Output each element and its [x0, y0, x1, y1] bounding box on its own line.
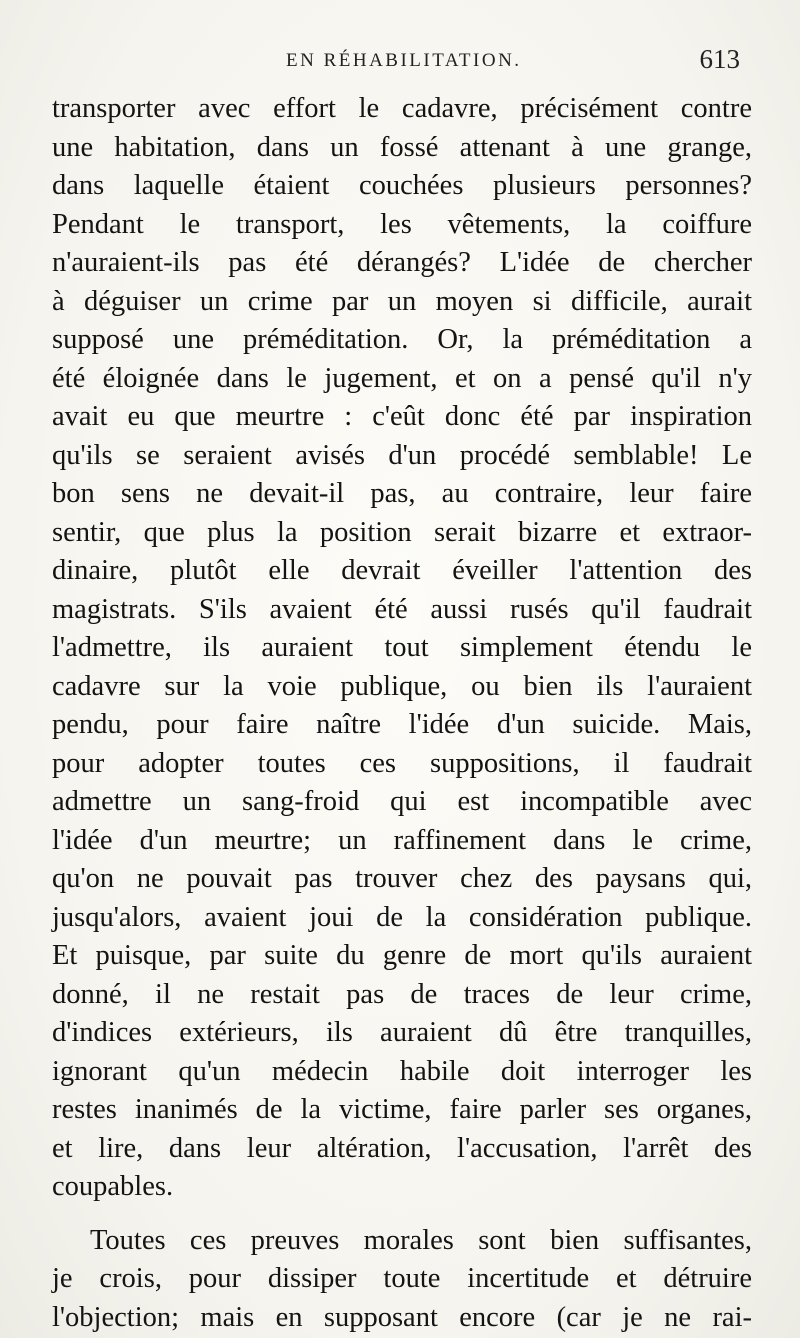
text-line: transporter avec effort le cadavre, précisément contre [52, 93, 752, 124]
text-line: qu'ils se seraient avisés d'un procédé semblable! Le [52, 439, 752, 471]
text-line: l'admettre, ils auraient tout simplement étendu le [52, 632, 752, 663]
text-line: restes inanimés de la victime, faire parler ses organes, [52, 1094, 752, 1125]
text-line: n'auraient-ils pas été dérangés? L'idée de chercher [52, 247, 752, 278]
text-line: donné, il ne restait pas de traces de leur crime, [52, 978, 752, 1010]
text-line: pendu, pour faire naître l'idée d'un suicide. Mais, [52, 709, 752, 740]
text-line: dinaire, plutôt elle devrait éveiller l'attention des [52, 555, 752, 586]
running-head: EN RÉHABILITATION. [286, 50, 522, 71]
text-line: à déguiser un crime par un moyen si difficile, aurait [52, 285, 752, 317]
text-line: ignorant qu'un médecin habile doit interroger les [52, 1055, 752, 1087]
text-line: pour adopter toutes ces suppositions, il faudrait [52, 747, 752, 779]
text-line: qu'on ne pouvait pas trouver chez des paysans qui, [52, 863, 752, 894]
text-line: je crois, pour dissiper toute incertitude et détruire [52, 1263, 752, 1294]
text-line: sentir, que plus la position serait bizarre et extraor- [52, 516, 752, 548]
text-line: coupables. [52, 1171, 174, 1202]
paragraph-2 [52, 1222, 752, 1338]
text-line: avait eu que meurtre : c'eût donc été par inspiration [52, 401, 752, 432]
text-line: d'indices extérieurs, ils auraient dû être tranquilles, [52, 1017, 752, 1048]
page-header [52, 46, 752, 82]
text-line: admettre un sang-froid qui est incompatible avec [52, 786, 752, 817]
text-line: une habitation, dans un fossé attenant à une grange, [52, 131, 752, 163]
text-line: Toutes ces preuves morales sont bien suffisantes, [90, 1224, 752, 1256]
text-line: été éloignée dans le jugement, et on a pensé qu'il n'y [52, 362, 752, 394]
text-line: jusqu'alors, avaient joui de la considération publique. [52, 901, 752, 933]
text-line: cadavre sur la voie publique, ou bien ils l'auraient [52, 670, 752, 702]
paragraph-gap [52, 1207, 752, 1222]
body-text [52, 90, 752, 1337]
text-line: l'idée d'un meurtre; un raffinement dans le crime, [52, 824, 752, 856]
text-line: Et puisque, par suite du genre de mort qu'ils auraient [52, 940, 752, 971]
page-number: 613 [699, 44, 740, 74]
paragraph-1 [52, 90, 752, 1207]
text-line: bon sens ne devait-il pas, au contraire, leur faire [52, 478, 752, 509]
text-line: et lire, dans leur altération, l'accusation, l'arrêt des [52, 1132, 752, 1164]
text-line: l'objection; mais en supposant encore (car je ne rai- [52, 1301, 752, 1333]
text-line: dans laquelle étaient couchées plusieurs personnes? [52, 170, 752, 201]
text-line: supposé une préméditation. Or, la préméditation a [52, 324, 752, 355]
text-line: Pendant le transport, les vêtements, la coiffure [52, 208, 752, 240]
text-line: magistrats. S'ils avaient été aussi rusés qu'il faudrait [52, 593, 752, 625]
